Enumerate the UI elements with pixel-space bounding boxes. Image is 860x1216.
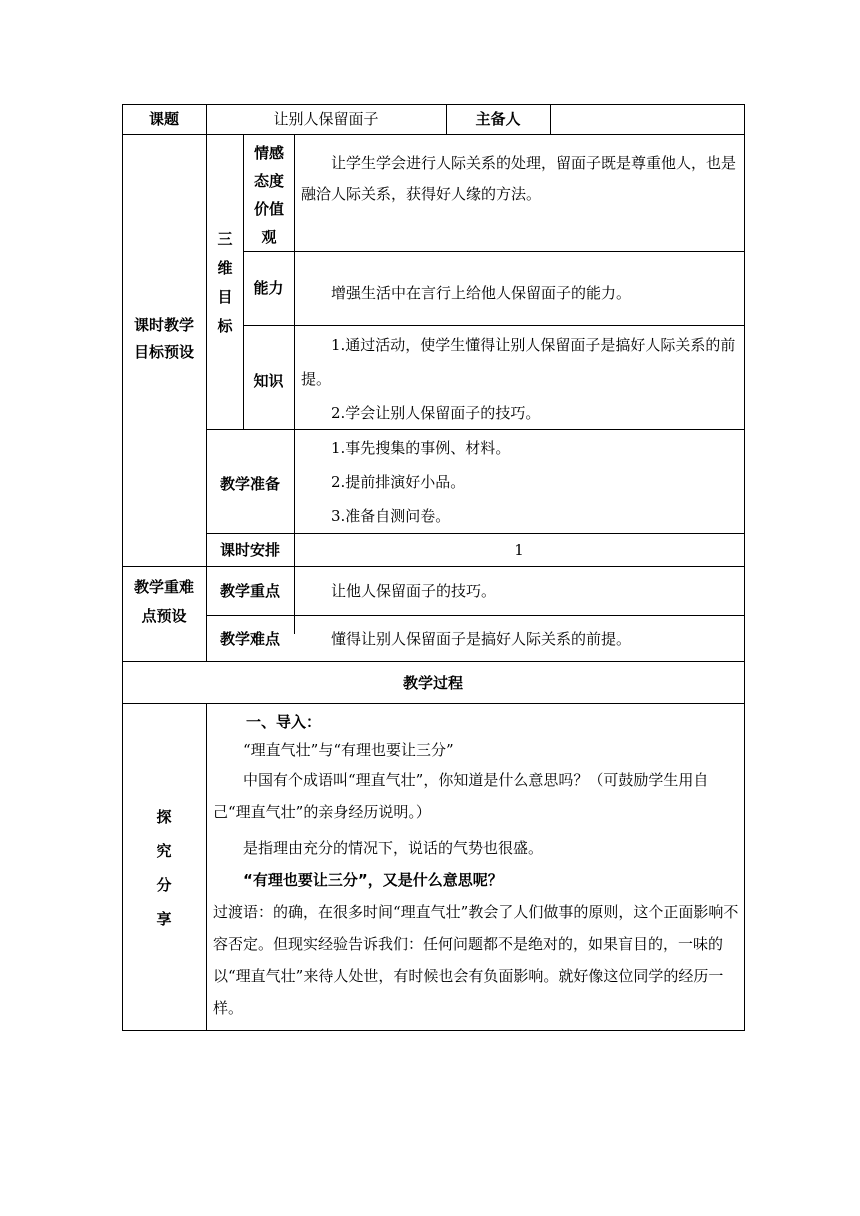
focus-text: 让他人保留面子的技巧。: [331, 582, 497, 600]
process-subtitle: “理直气壮”与“有理也要让三分”: [243, 741, 454, 759]
prep-label: 教学准备: [219, 475, 280, 493]
focus-label: 教学重点: [219, 582, 280, 600]
process-section-label: 探究分享: [156, 808, 172, 928]
process-content: [213, 708, 741, 1024]
topic-label: 课题: [148, 110, 179, 128]
three-dim-label: 三维目标: [217, 230, 233, 335]
schedule-value: 1: [514, 541, 524, 559]
process-title: 教学过程: [402, 674, 463, 692]
difficulty-label: 教学难点: [219, 630, 280, 648]
ability-label: 能力: [253, 279, 284, 297]
preparer-value: [550, 104, 744, 134]
ability-text: 增强生活中在言行上给他人保留面子的能力。: [331, 284, 632, 302]
schedule-label: 课时安排: [219, 541, 280, 559]
process-paragraph: 是指理由充分的情况下，说话的气势也很盛。: [243, 839, 544, 857]
topic-value: 让别人保留面子: [273, 110, 379, 128]
prep-item: 1.事先搜集的事例、材料。: [331, 439, 511, 457]
prep-item: 2.提前排演好小品。: [331, 473, 466, 491]
objectives-section-label: 课时教学目标预设: [133, 316, 194, 361]
knowledge-item-1: 1.通过活动，使学生懂得让别人保留面子是搞好人际关系的前提。: [301, 336, 736, 388]
knowledge-list: [301, 328, 741, 430]
knowledge-label: 知识: [253, 372, 284, 390]
prep-item: 3.准备自测问卷。: [331, 507, 451, 525]
process-paragraph: 过渡语：的确，在很多时间“理直气壮”教会了人们做事的原则，这个正面影响不容否定。但现实经验告诉我们：任何问题都不是绝对的，如果盲目的，一味的以“理直气壮”来待人处世，有时候也会有负面影响。就好像这位同学的经历一样。: [213, 903, 739, 1017]
process-paragraph: “有理也要让三分”，又是什么意思呢？: [243, 871, 503, 889]
key-points-section-label: 教学重难点预设: [133, 578, 194, 625]
process-paragraph: 中国有个成语叫“理直气壮”，你知道是什么意思吗？（可鼓励学生用自己“理直气壮”的亲身经历说明。）: [213, 771, 709, 821]
preparer-label: 主备人: [475, 110, 521, 128]
knowledge-item-2: 2.学会让别人保留面子的技巧。: [331, 404, 541, 422]
process-heading: 一、导入：: [246, 713, 322, 731]
emotion-text: 让学生学会进行人际关系的处理，留面子既是尊重他人，也是融洽人际关系，获得好人缘的方法。: [301, 154, 737, 203]
emotion-label: 情感态度价值观: [253, 144, 284, 246]
difficulty-text: 懂得让别人保留面子是搞好人际关系的前提。: [331, 630, 632, 648]
prep-list: [301, 431, 739, 533]
